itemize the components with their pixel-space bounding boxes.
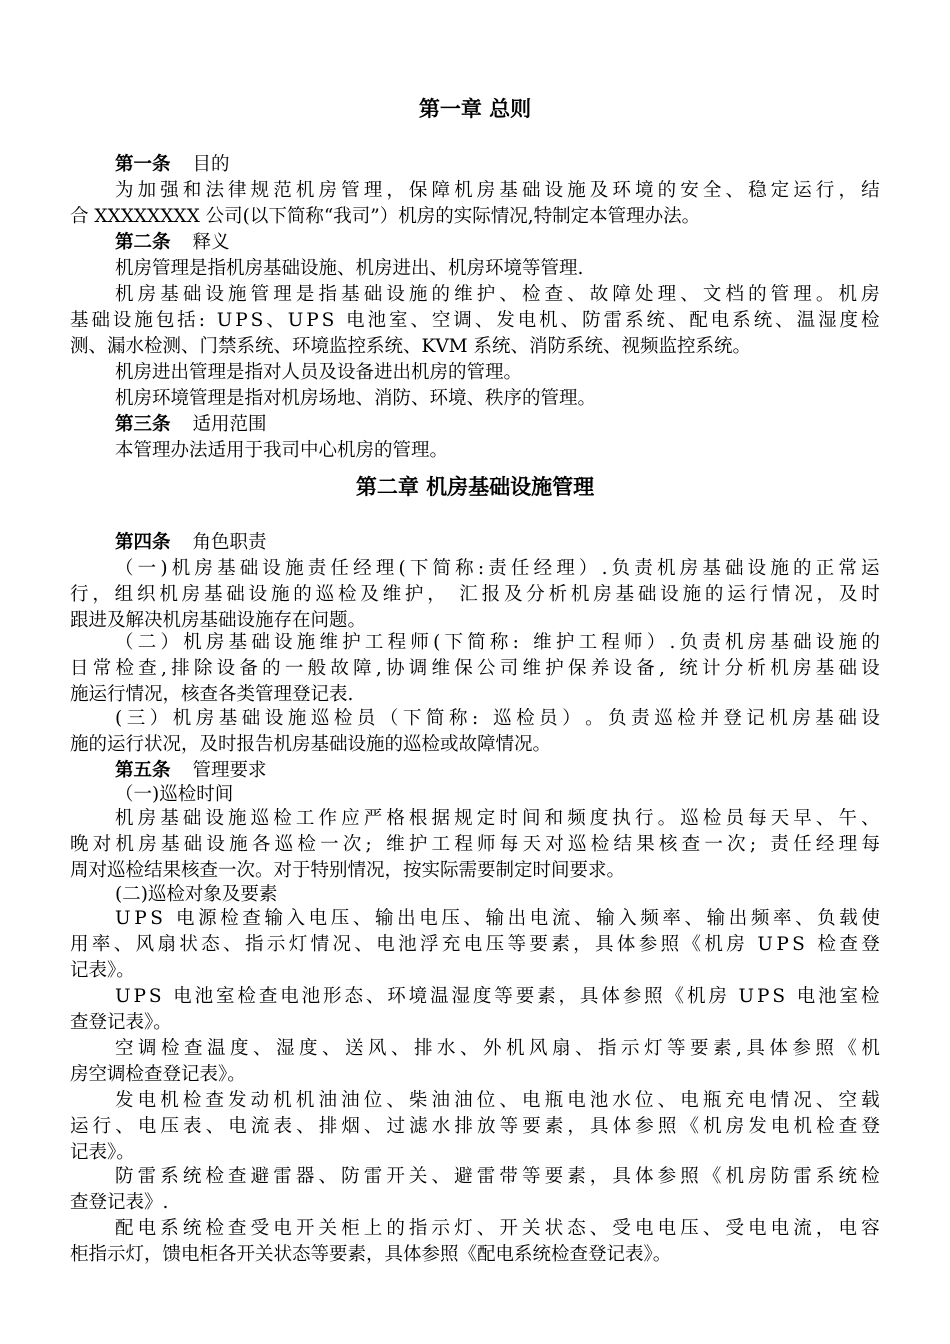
text-line: 日 常 检 查 , 排 除 设 备 的 一 般 故 障 , 协 调 维 保 公 司 维 护 保 养 设 备 , 统 计 分 析 机 房 基 础 设 (70, 658, 880, 679)
text-line: 行 ， 组 织 机 房 基 础 设 施 的 巡 检 及 维 护 ， 汇 报 及 分 析 机 房 基 础 设 施 的 运 行 情 况 ， 及 时 (70, 584, 880, 605)
article-label: 第四条 (115, 532, 171, 553)
text-line: 发 电 机 检 查 发 动 机 机 油 油 位 、 柴 油 油 位 、 电 瓶 电 池 水 位 、 电 瓶 充 电 情 况 、 空 载 (115, 1090, 880, 1111)
text-line: 机 房 基 础 设 施 巡 检 工 作 应 严 格 根 据 规 定 时 间 和 频 度 执 行 。 巡 检 员 每 天 早 、 午 、 (115, 808, 880, 829)
article-3-heading (115, 412, 267, 438)
text-line: 跟进及解决机房基础设施存在问题。 (70, 610, 367, 631)
text-line: 记表》。 (70, 960, 135, 981)
text-line: 机房环境管理是指对机房场地、消防、环境、秩序的管理。 (115, 388, 597, 409)
text-line: 周对巡检结果核查一次。对于特别情况，按实际需要制定时间要求。 (70, 860, 626, 881)
text-line: （ 一 ) 机 房 基 础 设 施 责 任 经 理 ( 下 简 称 : 责 任 经 理 ） . 负 责 机 房 基 础 设 施 的 正 常 运 (115, 558, 880, 579)
text-line: ( 三 ） 机 房 基 础 设 施 巡 检 员 （ 下 简 称 : 巡 检 员 ） 。 负 责 巡 检 并 登 记 机 房 基 础 设 (115, 708, 880, 729)
text-line: （ 二 ） 机 房 基 础 设 施 维 护 工 程 师 ( 下 简 称 : 维 护 工 程 师 ） . 负 责 机 房 基 础 设 施 的 (115, 632, 880, 653)
text-line: 查登记表》。 (70, 1012, 172, 1033)
article-label: 第五条 (115, 760, 171, 781)
text-line: 防 雷 系 统 检 查 避 雷 器 、 防 雷 开 关 、 避 雷 带 等 要 素 ， 具 体 参 照 《 机 房 防 雷 系 统 检 (115, 1166, 880, 1187)
text-line: 配 电 系 统 检 查 受 电 开 关 柜 上 的 指 示 灯 、 开 关 状 态 、 受 电 电 压 、 受 电 电 流 ， 电 容 (115, 1218, 880, 1239)
text-line: 测、漏水检测、门禁系统、环境监控系统、KVM 系统、消防系统、视频监控系统。 (70, 336, 752, 357)
text-line: U P S 电 池 室 检 查 电 池 形 态 、 环 境 温 湿 度 等 要 素 ， 具 体 参 照 《 机 房 U P S 电 池 室 检 (115, 986, 880, 1007)
article-2-heading (115, 230, 230, 256)
text-line: 基 础 设 施 包 括 : U P S 、 U P S 电 池 室 、 空 调 、 发 电 机 、 防 雷 系 统 、 配 电 系 统 、 温 湿 度 检 (70, 310, 880, 331)
chapter-1-title: 第一章 总则 (418, 97, 532, 121)
text-line: 记表》。 (70, 1142, 135, 1163)
article-title: 适用范围 (192, 414, 267, 435)
text-line: 合 XXXXXXXX 公司(以下简称“我司”）机房的实际情况,特制定本管理办法。 (70, 206, 701, 227)
text-line: 运 行 、 电 压 表 、 电 流 表 、 排 烟 、 过 滤 水 排 放 等 要 素 ， 具 体 参 照 《 机 房 发 电 机 检 查 登 (70, 1116, 880, 1137)
chapter-2-title: 第二章 机房基础设施管理 (355, 475, 595, 499)
text-line: 为 加 强 和 法 律 规 范 机 房 管 理 ， 保 障 机 房 基 础 设 施 及 环 境 的 安 全 、 稳 定 运 行 ， 结 (115, 180, 880, 201)
text-line: 机房管理是指机房基础设施、机房进出、机房环境等管理. (115, 258, 584, 279)
text-line: 查登记表》. (70, 1192, 169, 1213)
text-line: 晚 对 机 房 基 础 设 施 各 巡 检 一 次 ; 维 护 工 程 师 每 天 对 巡 检 结 果 核 查 一 次 ; 责 任 经 理 每 (70, 834, 880, 855)
article-label: 第三条 (115, 414, 171, 435)
text-line: 房空调检查登记表》。 (70, 1064, 246, 1085)
text-line: 本管理办法适用于我司中心机房的管理。 (115, 440, 449, 461)
subsection-heading: (二)巡检对象及要素 (115, 884, 278, 905)
article-5-heading (115, 758, 267, 784)
article-title: 管理要求 (192, 760, 267, 781)
text-line: 施运行情况，核查各类管理登记表. (70, 684, 354, 705)
text-line: 空 调 检 查 温 度 、 湿 度 、 送 风 、 排 水 、 外 机 风 扇 、 指 示 灯 等 要 素 , 具 体 参 照 《 机 (115, 1038, 880, 1059)
article-title: 角色职责 (192, 532, 267, 553)
text-line: 用 率 、 风 扇 状 态 、 指 示 灯 情 况 、 电 池 浮 充 电 压 等 要 素 ， 具 体 参 照 《 机 房 U P S 检 查 登 (70, 934, 880, 955)
article-label: 第二条 (115, 232, 171, 253)
text-line: 施的运行状况，及时报告机房基础设施的巡检或故障情况。 (70, 734, 552, 755)
article-label: 第一条 (115, 154, 171, 175)
article-title: 目的 (192, 154, 230, 175)
text-line: 柜指示灯，馈电柜各开关状态等要素，具体参照《配电系统检查登记表》。 (70, 1244, 672, 1265)
article-4-heading (115, 530, 267, 556)
article-title: 释义 (192, 232, 230, 253)
text-line: 机房进出管理是指对人员及设备进出机房的管理。 (115, 362, 523, 383)
text-line: 机 房 基 础 设 施 管 理 是 指 基 础 设 施 的 维 护 、 检 查 、 故 障 处 理 、 文 档 的 管 理 。 机 房 (115, 284, 880, 305)
text-line: U P S 电 源 检 查 输 入 电 压 、 输 出 电 压 、 输 出 电 流 、 输 入 频 率 、 输 出 频 率 、 负 载 使 (115, 908, 880, 929)
article-1-heading (115, 152, 230, 178)
subsection-heading: （一)巡检时间 (115, 784, 234, 805)
